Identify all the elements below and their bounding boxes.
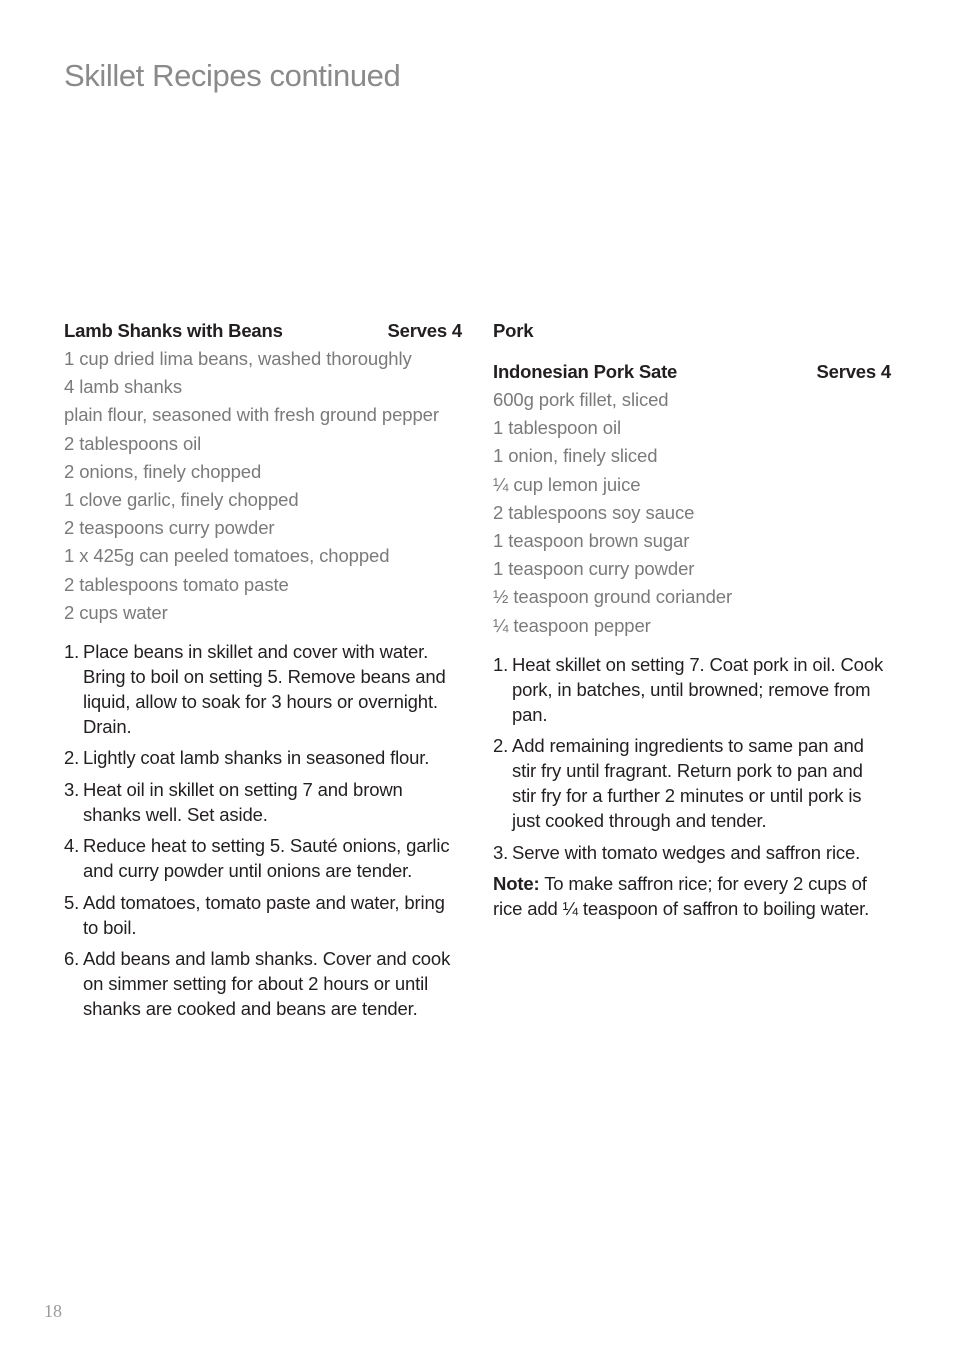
section-heading: Pork: [493, 320, 534, 341]
method-step: [64, 777, 462, 827]
step-text: Heat oil in skillet on setting 7 and brown shanks well. Set aside.: [83, 778, 403, 825]
recipe-title: Lamb Shanks with Beans: [64, 320, 283, 341]
ingredient-item: 2 tablespoons soy sauce: [493, 501, 695, 523]
ingredient-item: 2 tablespoons oil: [64, 432, 202, 454]
ingredient-item: 1 cup dried lima beans, washed thoroughly: [64, 348, 412, 369]
ingredient-item: 1 teaspoon curry powder: [493, 558, 695, 580]
lamb-recipe-column: [64, 318, 462, 1028]
recipe-header: [64, 318, 462, 344]
serves-label: Serves 4: [387, 320, 462, 341]
method-step: [493, 733, 891, 833]
method-step: [493, 840, 891, 865]
note-label: Note:: [493, 873, 540, 894]
step-number: 5.: [64, 891, 80, 913]
step-number: 2.: [493, 735, 509, 756]
recipe-title: Indonesian Pork Sate: [493, 361, 678, 382]
serves-label: Serves 4: [816, 361, 891, 382]
step-text: Place beans in skillet and cover with water. Bring to boil on setting 5. Remove beans and liquid, allow to soak for 3 hours or overnight. Drain.: [83, 640, 446, 737]
step-number: 3.: [493, 841, 509, 863]
recipe-header: [493, 359, 891, 385]
step-text: Add tomatoes, tomato paste and water, bring to boil.: [83, 891, 445, 938]
method-step: [64, 946, 462, 1021]
method-step: [64, 745, 462, 770]
note-text: To make saffron rice; for every 2 cups of rice add ¼ teaspoon of saffron to boiling water.: [493, 873, 870, 919]
step-text: Serve with tomato wedges and saffron rice.: [512, 841, 861, 863]
step-number: 2.: [64, 747, 80, 769]
ingredient-list: [64, 346, 462, 625]
ingredient-item: 2 teaspoons curry powder: [64, 517, 275, 539]
method-step: [64, 833, 462, 883]
method-steps: [493, 652, 891, 865]
ingredient-item: 1 clove garlic, finely chopped: [64, 488, 299, 510]
page-number: 18: [44, 1301, 62, 1321]
ingredient-item: ¼ teaspoon pepper: [493, 614, 651, 636]
ingredient-item: 600g pork fillet, sliced: [493, 389, 669, 410]
ingredient-item: 2 onions, finely chopped: [64, 460, 262, 482]
step-number: 1.: [493, 653, 509, 675]
method-steps: [64, 639, 462, 1022]
step-number: 1.: [64, 640, 80, 662]
step-number: 6.: [64, 948, 80, 970]
ingredient-item: 2 tablespoons tomato paste: [64, 573, 289, 595]
ingredient-item: 4 lamb shanks: [64, 376, 182, 398]
step-text: Add beans and lamb shanks. Cover and cook on simmer setting for about 2 hours or until shanks are cooked and beans are tender.: [83, 948, 451, 1020]
method-step: [64, 890, 462, 940]
ingredient-item: 1 tablespoon oil: [493, 417, 621, 439]
ingredient-list: [493, 387, 891, 638]
recipe-note: [493, 871, 891, 921]
ingredient-item: plain flour, seasoned with fresh ground pepper: [64, 404, 439, 426]
method-step: [493, 652, 891, 727]
pork-recipe-column: [493, 318, 891, 940]
ingredient-item: 1 teaspoon brown sugar: [493, 529, 690, 551]
step-text: Add remaining ingredients to same pan and stir fry until fragrant. Return pork to pan and stir fry for a further 2 minutes or until pork is just cooked through and tender.: [512, 735, 864, 831]
step-number: 3.: [64, 778, 80, 800]
step-number: 4.: [64, 835, 80, 857]
ingredient-item: ½ teaspoon ground coriander: [493, 586, 733, 608]
step-text: Reduce heat to setting 5. Sauté onions, garlic and curry powder until onions are tender.: [83, 835, 450, 882]
step-text: Lightly coat lamb shanks in seasoned flour.: [83, 747, 430, 769]
ingredient-item: 1 x 425g can peeled tomatoes, chopped: [64, 545, 390, 567]
ingredient-item: 2 cups water: [64, 601, 168, 623]
step-text: Heat skillet on setting 7. Coat pork in oil. Cook pork, in batches, until browned; remove from pan.: [512, 653, 884, 725]
method-step: [64, 639, 462, 739]
ingredient-item: ¼ cup lemon juice: [493, 473, 641, 495]
ingredient-item: 1 onion, finely sliced: [493, 445, 658, 467]
page-title: Skillet Recipes continued: [64, 58, 401, 93]
